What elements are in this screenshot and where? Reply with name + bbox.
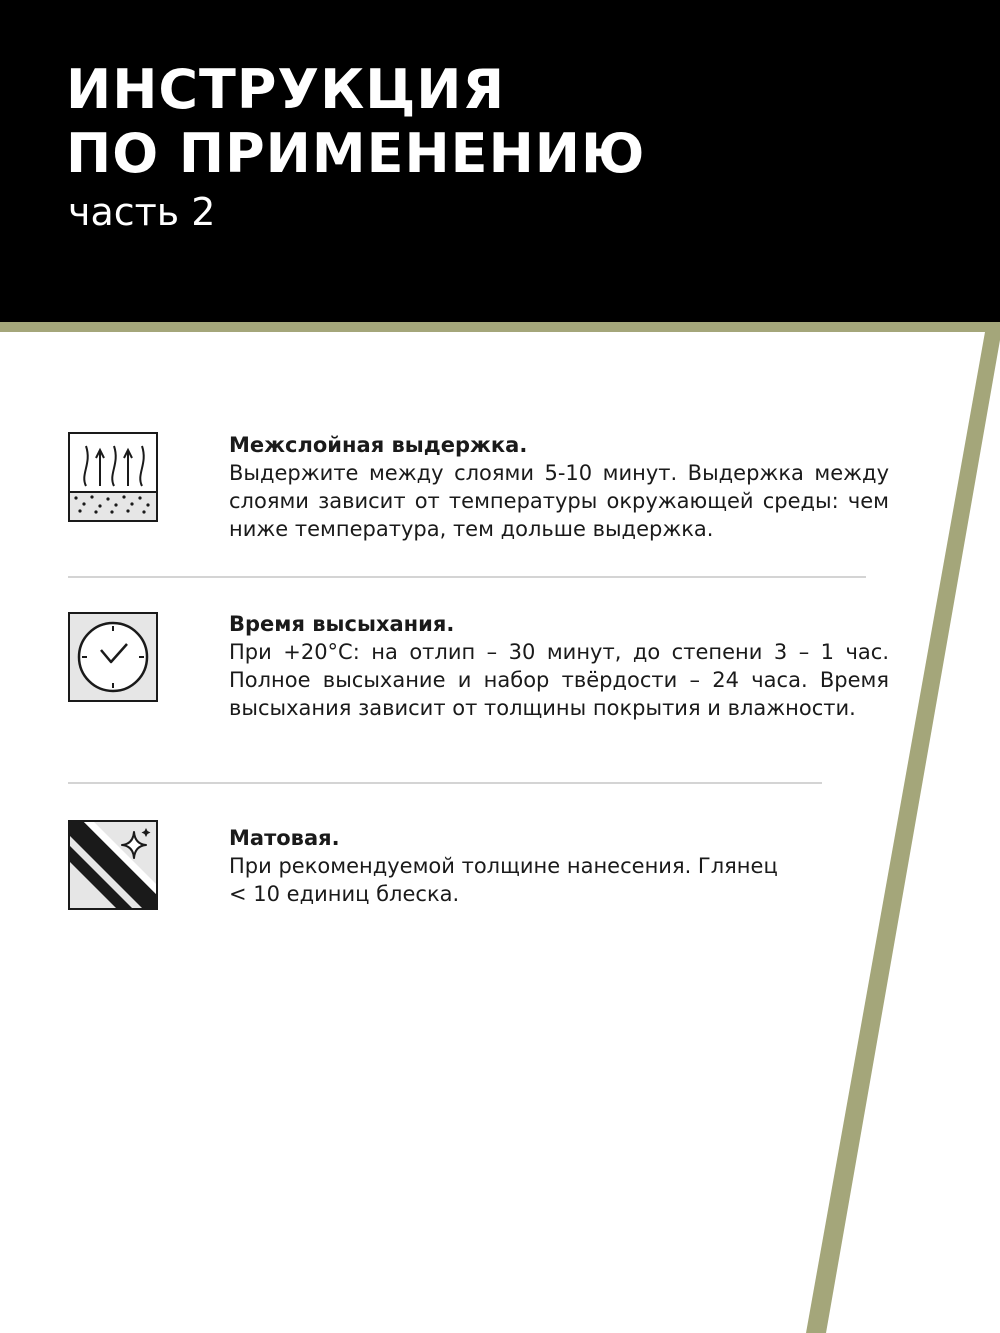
title-line-1: ИНСТРУКЦИЯ — [66, 58, 506, 121]
page-subtitle: часть 2 — [68, 190, 216, 234]
section-heading: Время высыхания. — [229, 612, 455, 636]
section-heading: Матовая. — [229, 826, 340, 850]
matte-gloss-sparkle-icon — [68, 820, 158, 910]
title-line-2: ПО ПРИМЕНЕНИЮ — [66, 122, 646, 185]
page-title — [66, 58, 645, 186]
header-banner — [0, 0, 1000, 322]
accent-band — [0, 322, 1000, 332]
clock-icon — [68, 612, 158, 702]
divider — [68, 782, 822, 784]
section-text — [229, 610, 889, 722]
section-body: Выдержите между слоями 5-10 минут. Выдержка между слоями зависит от температуры окружающей среды: чем ниже температура, тем дольше выдержка. — [229, 461, 889, 541]
section-heading: Межслойная выдержка. — [229, 433, 528, 457]
section-body: При рекомендуемой толщине нанесения. Глянец < 10 единиц блеска. — [229, 854, 778, 906]
section-text — [229, 824, 789, 908]
section-text — [229, 431, 889, 543]
section-body: При +20°С: на отлип – 30 минут, до степени 3 – 1 час. Полное высыхание и набор твёрдости – 24 часа. Время высыхания зависит от толщины покрытия и влажности. — [229, 640, 889, 720]
heat-rising-layers-icon — [68, 432, 158, 522]
divider — [68, 576, 866, 578]
